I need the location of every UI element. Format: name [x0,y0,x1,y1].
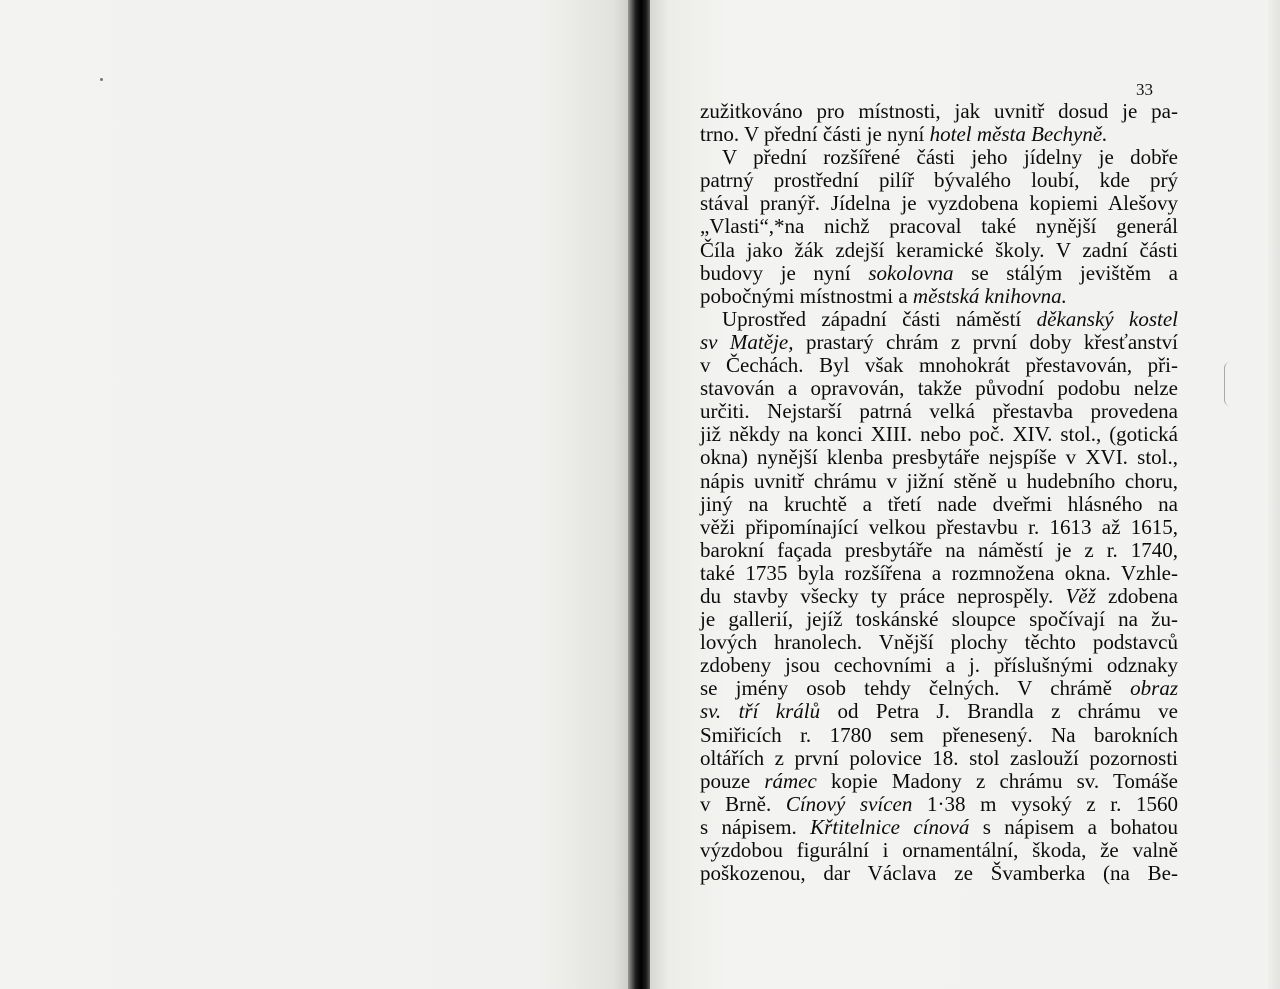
margin-mark [1224,362,1231,406]
italic-text: obraz [1130,676,1178,701]
text-segment: patrný prostřední pilíř bývalého loubí, kde prý [700,168,1178,193]
text-line [700,146,1178,169]
text-segment: s nápisem. [700,814,811,839]
italic-text: děkanský kostel [1036,306,1178,331]
text-line [700,423,1178,446]
text-line [700,446,1178,469]
text-segment: v Brně. [700,791,786,816]
text-segment: barokní façada presbytáře na náměstí je z r. 1740, [700,537,1178,562]
text-segment: V přední rozšířené části jeho jídelny je dobře [722,145,1178,170]
italic-text: sv Matěje, [700,329,794,354]
text-line [700,724,1178,747]
text-segment: 1·38 m vysoký z r. 1560 [912,791,1179,816]
text-segment: okna) nynější klenba presbytáře nejspíše v XVI. stol., [700,445,1178,470]
text-line [700,169,1178,192]
text-line [700,539,1178,562]
text-segment: v Čechách. Byl však mnohokrát přestavován, při- [700,353,1178,378]
text-segment: du stavby všecky ty práce neprospěly. [700,583,1066,608]
italic-text: rámec [764,768,817,793]
text-segment: oltářích z první polovice 18. stol zaslouží pozornosti [700,745,1178,770]
text-line [700,354,1178,377]
text-segment: věži připomínající velkou přestavbu r. 1613 až 1615, [700,514,1178,539]
text-segment: je gallerií, jejíž toskánské sloupce spočívají na žu- [700,607,1178,632]
text-segment: stavován a opravován, takže původní podobu nelze [700,376,1178,401]
text-line [700,285,1178,308]
text-segment: výzdobou figurální i ornamentální, škoda, že valně [700,838,1178,862]
text-line [700,262,1178,285]
text-line [700,400,1178,423]
text-line [700,677,1178,700]
text-segment: již někdy na konci XIII. nebo poč. XIV. stol., (gotická [700,422,1178,447]
text-segment: lových hranolech. Vnější plochy těchto podstavců [700,630,1178,655]
text-segment: Smiřicích r. 1780 sem přenesený. Na barokních [700,722,1178,747]
text-segment: jiný na kruchtě a třetí nade dveřmi hlásného na [700,491,1178,516]
text-line [700,100,1178,123]
page-number: 33 [1136,80,1153,99]
text-line [700,516,1178,539]
text-line [700,793,1178,816]
text-line [700,239,1178,262]
text-segment: prastarý chrám z první doby křesťanství [793,329,1179,354]
text-segment: trno. V přední části je nyní [700,122,930,147]
text-line [700,192,1178,215]
italic-text: hotel města Bechyně. [929,122,1108,147]
text-line [700,123,1178,146]
italic-text: sv. tří králů [700,699,821,724]
text-segment: stával pranýř. Jídelna je vyzdobena kopiemi Alešovy [700,191,1178,216]
text-segment: se stálým jevištěm a [953,260,1178,285]
text-segment: Uprostřed západní části náměstí [722,306,1037,331]
left-page-blank [0,0,632,989]
text-segment: pobočnými místnostmi a [700,283,913,308]
text-line [700,585,1178,608]
text-segment: poškozenou, dar Václava ze Švamberka (na Be- [700,861,1178,886]
text-segment: se jmény osob tehdy čelných. V chrámě [700,676,1131,701]
text-segment: Číla jako žák zdejší keramické školy. V zadní části [700,237,1178,262]
italic-text: Cínový svícen [785,791,913,816]
text-line [700,215,1178,238]
text-line [700,839,1178,862]
text-line [700,862,1178,885]
text-line [700,308,1178,331]
text-line [700,770,1178,793]
italic-text: městská knihovna. [912,283,1067,308]
text-segment: zdobena [1095,583,1178,608]
text-segment: určiti. Nejstarší patrná velká přestavba provedena [700,399,1178,424]
page-edge [1268,0,1280,989]
text-segment: budovy je nyní [700,260,869,285]
text-line [700,700,1178,723]
text-line [700,562,1178,585]
text-line [700,816,1178,839]
text-line [700,631,1178,654]
italic-text: Věž [1065,583,1096,608]
text-line [700,470,1178,493]
text-segment: pouze [700,768,765,793]
text-segment: nápis uvnitř chrámu v jižní stěně u hudebního choru, [700,468,1178,493]
italic-text: Křtitelnice cínová [810,814,970,839]
text-segment: zdobeny jsou cechovními a j. příslušnými odznaky [700,653,1178,678]
body-text [700,100,1178,885]
text-line [700,331,1178,354]
text-segment: od Petra J. Brandla z chrámu ve [820,699,1178,724]
text-segment: s nápisem a bohatou [969,814,1178,839]
text-line [700,747,1178,770]
text-line [700,377,1178,400]
text-segment: kopie Madony z chrámu sv. Tomáše [816,768,1178,793]
paper-speck [100,78,103,81]
text-line [700,608,1178,631]
text-segment: také 1735 byla rozšířena a rozmnožena okna. Vzhle- [700,560,1178,585]
text-line [700,654,1178,677]
text-segment: „Vlasti“,*na nichž pracoval také nynější generál [700,214,1178,239]
text-segment: zužitkováno pro místnosti, jak uvnitř dosud je pa- [700,99,1178,123]
italic-text: sokolovna [868,260,954,285]
text-line [700,493,1178,516]
